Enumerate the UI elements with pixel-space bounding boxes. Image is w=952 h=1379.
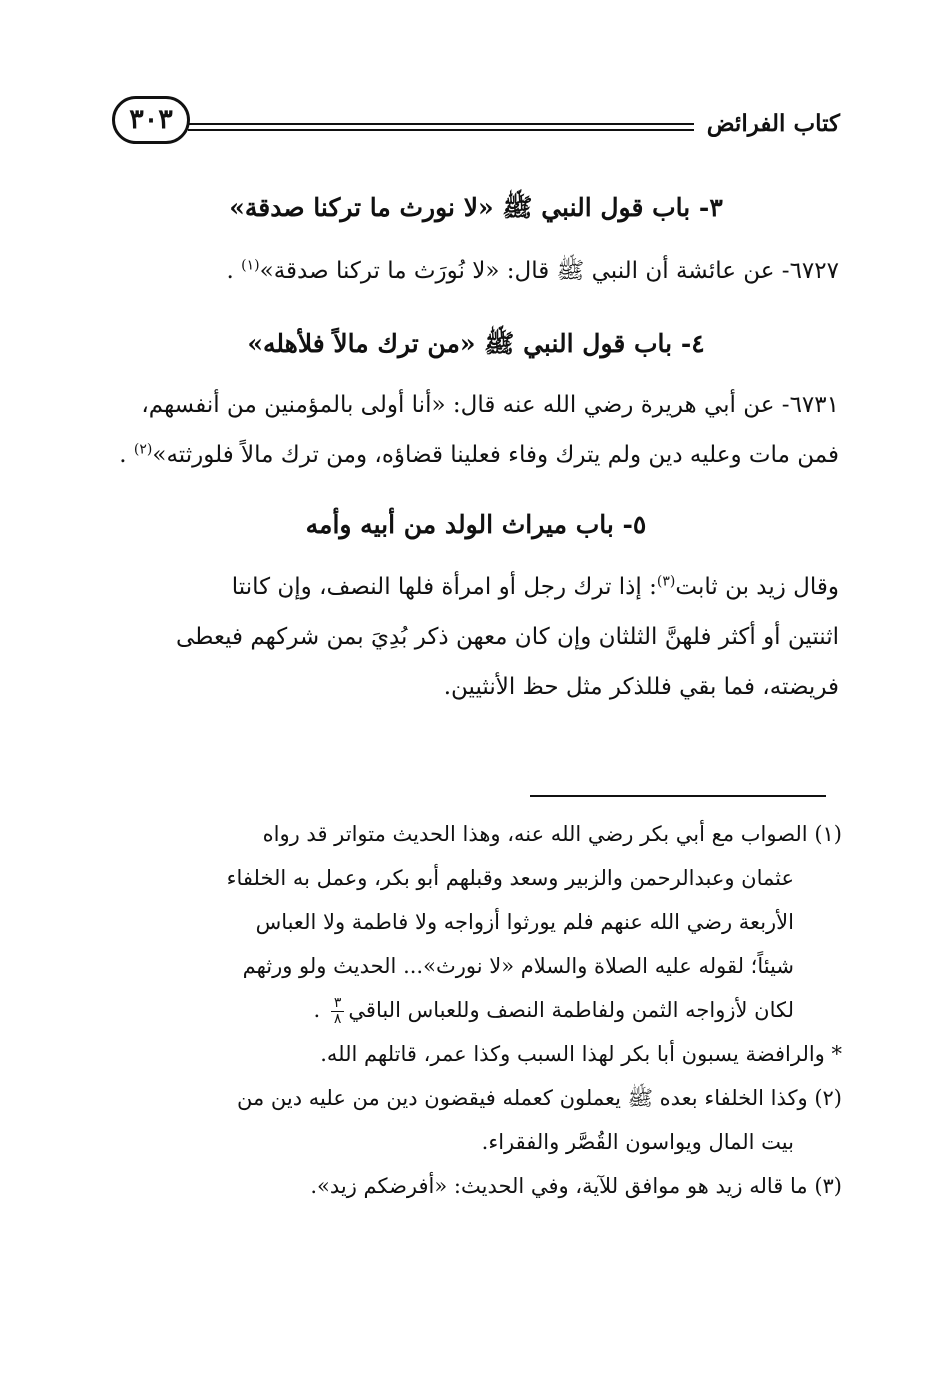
hadith-6727-end: .: [226, 258, 242, 284]
footnote-1-line-5-end: .: [313, 998, 327, 1022]
page-header: [112, 96, 840, 158]
zaid-statement: [115, 562, 839, 712]
book-title: كتاب الفرائض: [706, 110, 840, 137]
hadith-6727-text: ٦٧٢٧- عن عائشة أن النبي ﷺ قال: «لا نُورَث ما تركنا صدقة»: [259, 258, 839, 284]
fraction-denominator: ٨: [333, 1011, 342, 1027]
hadith-6727: [115, 246, 839, 296]
footnote-divider: [530, 795, 826, 797]
zaid-statement-rest: : إذا ترك رجل أو امرأة فلها النصف، وإن كانتا: [231, 574, 657, 600]
footnote-1-line-5: [112, 988, 842, 1032]
hadith-6731: [115, 380, 839, 480]
footnote-1-line-5-text: لكان لأزواجه الثمن ولفاطمة النصف وللعباس الباقي: [348, 998, 794, 1022]
header-divider: [188, 123, 694, 131]
hadith-6731-line-2: [115, 430, 839, 480]
fraction-three-eighths: [331, 996, 345, 1027]
footnote-3-line-1: (٣) ما قاله زيد هو موافق للآية، وفي الحديث: «أفرضكم زيد».: [310, 1174, 842, 1198]
footnote-ref-2: (٢): [133, 441, 153, 458]
hadith-6731-end: .: [119, 442, 134, 468]
footnote-ref-3: (٣): [656, 573, 676, 590]
zaid-statement-start: وقال زيد بن ثابت: [675, 574, 839, 600]
zaid-statement-line-3: فريضته، فما بقي فللذكر مثل حظ الأنثيين.: [443, 674, 839, 700]
footnote-1-line-4: شيئاً؛ لقوله عليه الصلاة والسلام «لا نورث»... الحديث ولو ورثهم: [242, 954, 794, 978]
zaid-statement-line-2: اثنتين أو أكثر فلهنَّ الثلثان وإن كان معهن ذكر بُدِيَ بمن شركهم فيعطى: [175, 624, 839, 650]
footnote-1-line-2: عثمان وعبدالرحمن والزبير وسعد وقبلهم أبو بكر، وعمل به الخلفاء: [226, 866, 794, 890]
section-4-heading: ٤- باب قول النبي ﷺ «من ترك مالاً فلأهله»: [247, 329, 705, 358]
hadith-6731-line-2-text: فمن مات وعليه دين ولم يترك وفاء فعلينا قضاؤه، ومن ترك مالاً فلورثته»: [152, 442, 839, 468]
footnote-2-line-2: بيت المال ويواسون القُصَّر والفقراء.: [481, 1130, 794, 1154]
footnotes: [112, 812, 842, 1208]
footnote-2-line-1: (٢) وكذا الخلفاء بعده ﷺ يعملون كعمله فيقضون دين من عليه دين من: [237, 1086, 842, 1110]
hadith-6731-line-1: ٦٧٣١- عن أبي هريرة رضي الله عنه قال: «أنا أولى بالمؤمنين من أنفسهم،: [141, 392, 839, 418]
footnote-1-note: * والرافضة يسبون أبا بكر لهذا السبب وكذا عمر، قاتلهم الله.: [320, 1042, 842, 1066]
section-5-heading: ٥- باب ميراث الولد من أبيه وأمه: [305, 510, 647, 539]
footnote-ref-1: (١): [241, 257, 260, 274]
hadith-6727-line: [115, 246, 839, 296]
zaid-statement-line-1: [115, 562, 839, 612]
footnote-1-line-1: (١) الصواب مع أبي بكر رضي الله عنه، وهذا الحديث متواتر قد رواه: [262, 822, 842, 846]
footnote-1-line-3: الأربعة رضي الله عنهم فلم يورثوا أزواجه ولا فاطمة ولا العباس: [255, 910, 794, 934]
page-number: ٣٠٣: [112, 96, 190, 144]
fraction-numerator: ٣: [331, 996, 345, 1012]
section-3-heading: ٣- باب قول النبي ﷺ «لا نورث ما تركنا صدقة»: [229, 193, 723, 222]
